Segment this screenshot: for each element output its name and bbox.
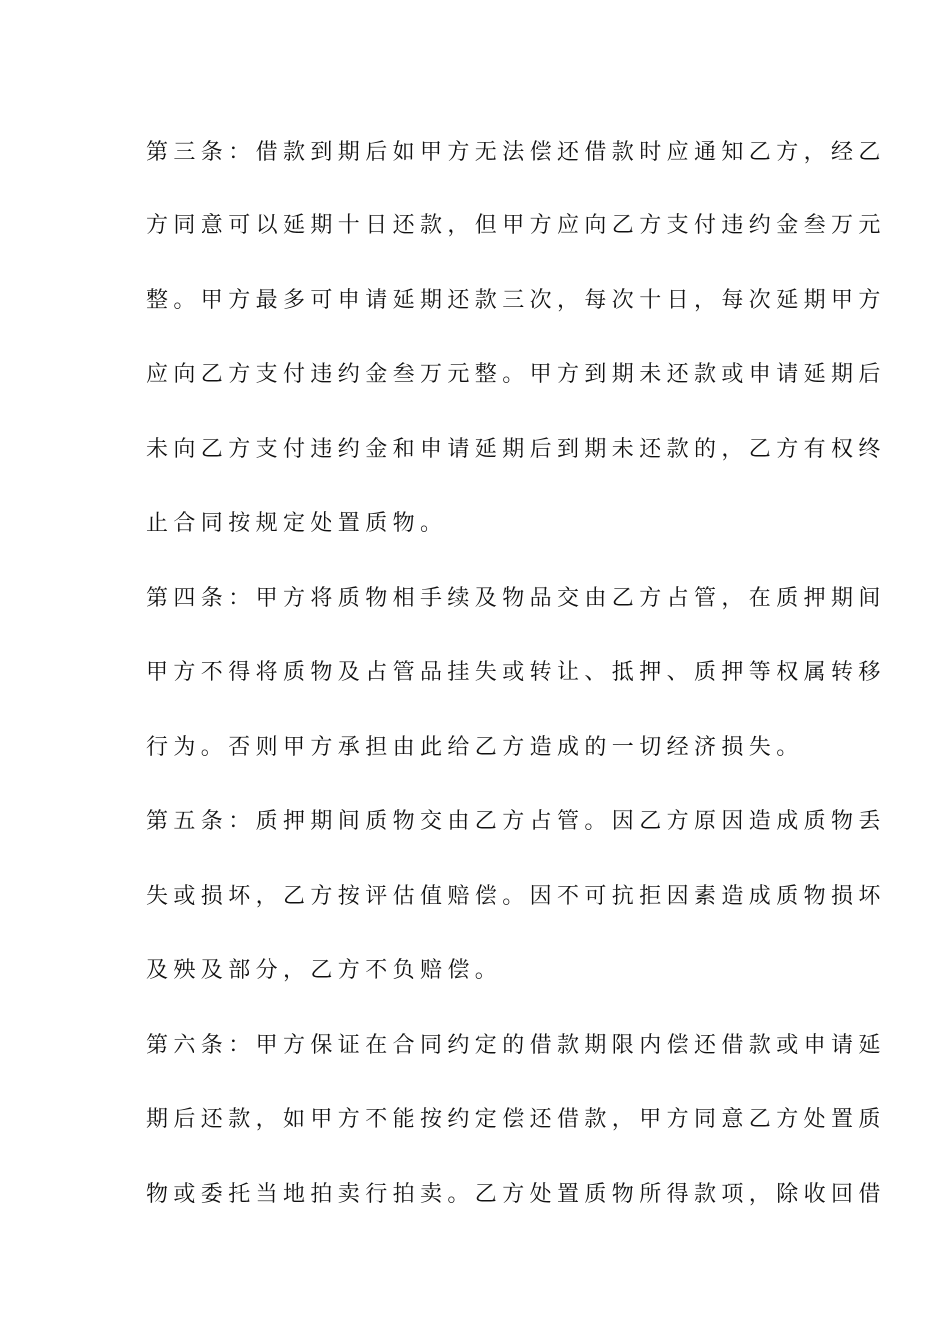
text-line: 期后还款，如甲方不能按约定偿还借款，甲方同意乙方处置质	[146, 1107, 886, 1132]
text-line: 止合同按规定处置质物。	[146, 511, 448, 536]
text-line: 第三条：借款到期后如甲方无法偿还借款时应通知乙方，经乙	[146, 140, 886, 165]
text-line: 整。甲方最多可申请延期还款三次，每次十日，每次延期甲方	[146, 288, 886, 313]
text-line: 行为。否则甲方承担由此给乙方造成的一切经济损失。	[146, 735, 804, 760]
text-line: 方同意可以延期十日还款，但甲方应向乙方支付违约金叁万元	[146, 213, 886, 238]
text-line: 应向乙方支付违约金叁万元整。甲方到期未还款或申请延期后	[146, 362, 886, 387]
text-line: 及殃及部分，乙方不负赔偿。	[146, 958, 503, 983]
text-line: 第四条：甲方将质物相手续及物品交由乙方占管，在质押期间	[146, 586, 886, 611]
text-line: 物或委托当地拍卖行拍卖。乙方处置质物所得款项，除收回借	[146, 1182, 886, 1207]
text-line: 第五条：质押期间质物交由乙方占管。因乙方原因造成质物丢	[146, 809, 886, 834]
text-line: 失或损坏，乙方按评估值赔偿。因不可抗拒因素造成质物损坏	[146, 884, 886, 909]
text-line: 甲方不得将质物及占管品挂失或转让、抵押、质押等权属转移	[146, 660, 886, 685]
text-line: 第六条：甲方保证在合同约定的借款期限内偿还借款或申请延	[146, 1033, 886, 1058]
text-line: 未向乙方支付违约金和申请延期后到期未还款的，乙方有权终	[146, 437, 886, 462]
